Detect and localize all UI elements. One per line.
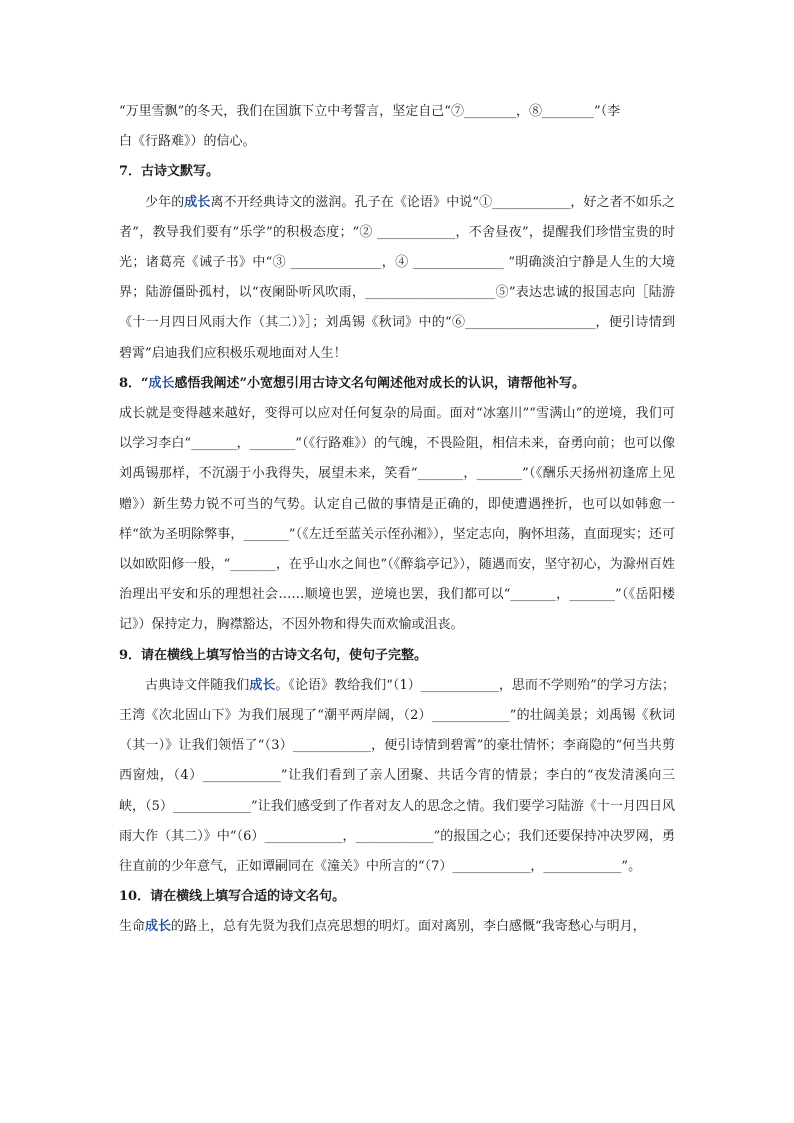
intro-line-2: 白《行路难》）的信心。 xyxy=(119,134,256,150)
q7-text-b: 离不开经典诗文的滋润。孔子在《论语》中说“①____________，好之者不如乐之者”，教导我们要有“乐学”的积极态度；“② ____________，不舍昼夜”，提醒我们珍惜宝贵的时光；诸葛亮《诫子书》中“③ ______________，④ ______________ ”明确淡泊宁静是人生的大境界；陆游僵卧孤村，以“夜阑卧听风吹雨，____________________⑤”表达忠诚的报国志向［陆游《十一月四日风雨大作（其二）》］；刘禹锡《秋词》中的“⑥____________________，便引诗情到碧霄”启迪我们应积极乐观地面对人生！ xyxy=(119,194,675,361)
q7-keyword: 成长 xyxy=(184,194,211,210)
q10-text-b: 的路上，总有先贤为我们点亮思想的明灯。面对离别，李白感慨“我寄愁心与明月， xyxy=(171,919,646,935)
q8-title-rest: 感悟我阐述”小宽想引用古诗文名句阐述他对成长的认识，请帮他补写。 xyxy=(174,375,586,391)
q9-text-b: 。《论语》教给我们“（1）____________，思而不学则殆”的学习方法；王湾《次北固山下》为我们展现了“潮平两岸阔，（2）____________”的壮阔美景；刘禹锡《秋词（其一）》让我们领悟了“（3）____________，便引诗情到碧霄”的豪壮情怀；李商隐的“何当共剪西窗烛，（4）____________”让我们看到了亲人团聚、共话今宵的情景；李白的“夜发清溪向三峡，（5）____________”让我们感受到了作者对友人的思念之情。我们要学习陆游《十一月四日风雨大作（其二）》中“（6）____________，____________”的报国之心；我们还要保持冲决罗网，勇往直前的少年意气，正如谭嗣同在《潼关》中所言的“（7）____________，____________”。 xyxy=(119,677,675,875)
question-8-title xyxy=(119,369,675,399)
q8-keyword: 成长 xyxy=(148,375,175,391)
question-10-body xyxy=(119,912,675,942)
q7-text-a: 少年的 xyxy=(145,194,185,210)
question-8-body: 成长就是变得越来越好，变得可以应对任何复杂的局面。面对“冰塞川”“雪满山”的逆境，我们可以学习李白“_______，_______”（《行路难》）的气魄，不畏险阻，相信未来，奋勇向前；也可以像刘禹锡那样，不沉溺于小我得失，展望未来，笑看“_______，_______”（《酬乐天扬州初逢席上见赠》）新生势力锐不可当的气势。认定自己做的事情是正确的，即使遭遇挫折，也可以如韩愈一样“欲为圣明除弊事，_______”（《左迁至蓝关示侄孙湘》），坚定志向，胸怀坦荡，直面现实；还可以如欧阳修一般，“_______，在乎山水之间也”（《醉翁亭记》），随遇而安，坚守初心，为滁州百姓治理出平安和乐的理想社会……顺境也罢，逆境也罢，我们都可以“_______，_______”（《岳阳楼记》）保持定力，胸襟豁达，不因外物和得失而欢愉或沮丧。 xyxy=(119,406,675,633)
q10-keyword: 成长 xyxy=(145,919,172,935)
question-9-body xyxy=(119,671,675,882)
question-10-title: 10．请在横线上填写合适的诗文名句。 xyxy=(119,889,346,905)
q8-number: 8．“ xyxy=(119,375,149,391)
intro-line-1: “万里雪飘”的冬天，我们在国旗下立中考誓言，坚定自己“⑦________，⑧________”（李 xyxy=(119,104,621,119)
question-7-body xyxy=(119,188,675,369)
q9-keyword: 成长 xyxy=(249,677,276,693)
q10-text-a: 生命 xyxy=(119,919,146,935)
document-body xyxy=(119,97,675,943)
question-9-title: 9．请在横线上填写恰当的古诗文名句，使句子完整。 xyxy=(119,647,428,663)
q9-text-a: 古典诗文伴随我们 xyxy=(145,677,250,693)
question-7-title: 7．古诗文默写。 xyxy=(119,164,220,180)
